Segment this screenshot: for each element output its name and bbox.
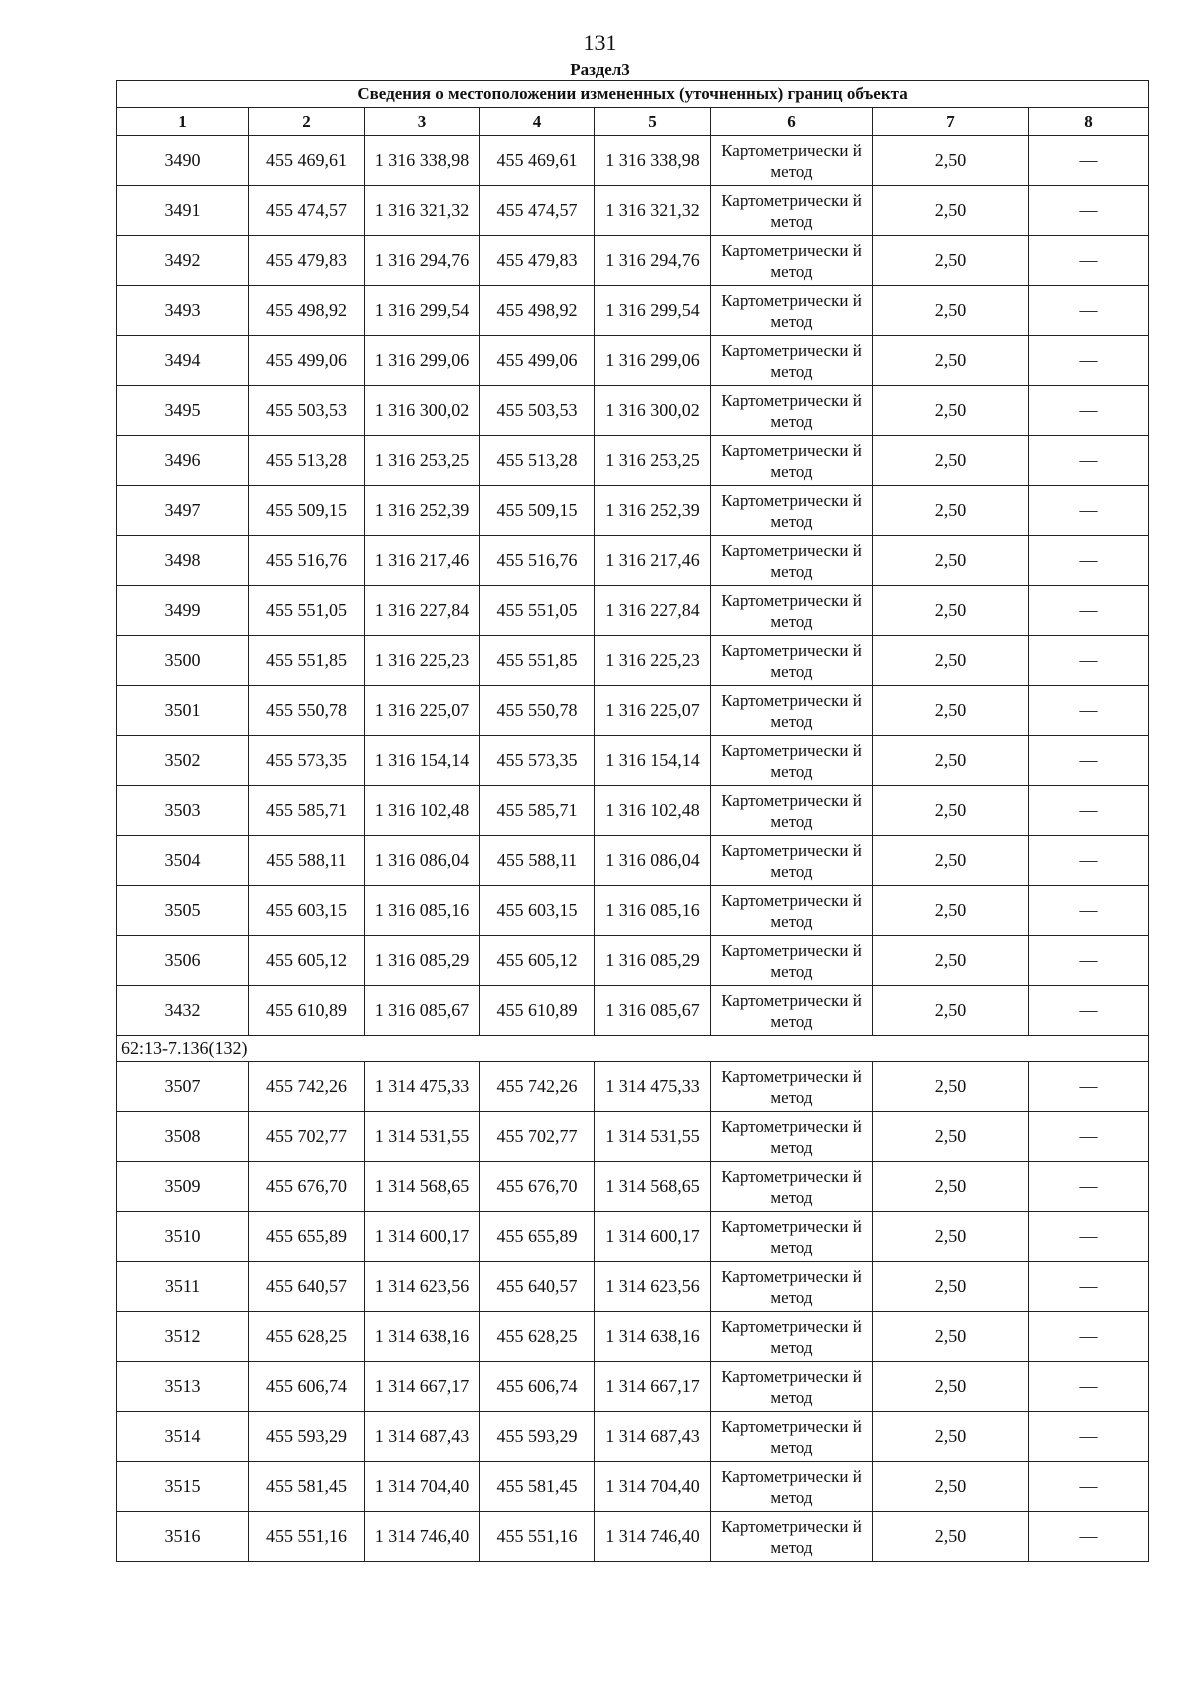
y-coordinate-cell: 1 314 687,43 xyxy=(595,1412,711,1462)
x-coordinate-cell: 455 573,35 xyxy=(249,736,365,786)
table-row xyxy=(117,786,1149,836)
x-coordinate-cell: 455 628,25 xyxy=(249,1312,365,1362)
point-number-cell: 3511 xyxy=(117,1262,249,1312)
description-cell: — xyxy=(1029,686,1149,736)
y-coordinate-cell: 1 316 085,16 xyxy=(595,886,711,936)
y-coordinate-cell: 1 316 253,25 xyxy=(365,436,480,486)
y-coordinate-cell: 1 316 300,02 xyxy=(595,386,711,436)
accuracy-cell: 2,50 xyxy=(873,436,1029,486)
point-number-cell: 3514 xyxy=(117,1412,249,1462)
x-coordinate-cell: 455 655,89 xyxy=(480,1212,595,1262)
table-body xyxy=(117,136,1149,1562)
x-coordinate-cell: 455 479,83 xyxy=(249,236,365,286)
point-number-cell: 3490 xyxy=(117,136,249,186)
page-number: 131 xyxy=(583,30,617,55)
table-row xyxy=(117,586,1149,636)
x-coordinate-cell: 455 551,16 xyxy=(480,1512,595,1562)
table-row xyxy=(117,386,1149,436)
accuracy-cell: 2,50 xyxy=(873,136,1029,186)
table-row xyxy=(117,486,1149,536)
x-coordinate-cell: 455 509,15 xyxy=(249,486,365,536)
x-coordinate-cell: 455 550,78 xyxy=(480,686,595,736)
accuracy-cell: 2,50 xyxy=(873,1112,1029,1162)
x-coordinate-cell: 455 676,70 xyxy=(249,1162,365,1212)
y-coordinate-cell: 1 316 299,54 xyxy=(365,286,480,336)
method-cell: Картометрически й метод xyxy=(711,886,873,936)
point-number-cell: 3492 xyxy=(117,236,249,286)
description-cell: — xyxy=(1029,986,1149,1036)
point-number-cell: 3504 xyxy=(117,836,249,886)
table-row xyxy=(117,236,1149,286)
x-coordinate-cell: 455 469,61 xyxy=(249,136,365,186)
y-coordinate-cell: 1 316 299,06 xyxy=(365,336,480,386)
x-coordinate-cell: 455 702,77 xyxy=(249,1112,365,1162)
method-cell: Картометрически й метод xyxy=(711,1312,873,1362)
x-coordinate-cell: 455 503,53 xyxy=(480,386,595,436)
y-coordinate-cell: 1 316 085,29 xyxy=(365,936,480,986)
table-row xyxy=(117,1262,1149,1312)
method-cell: Картометрически й метод xyxy=(711,1262,873,1312)
y-coordinate-cell: 1 316 294,76 xyxy=(595,236,711,286)
accuracy-cell: 2,50 xyxy=(873,636,1029,686)
y-coordinate-cell: 1 316 321,32 xyxy=(365,186,480,236)
point-number-cell: 3496 xyxy=(117,436,249,486)
y-coordinate-cell: 1 316 227,84 xyxy=(595,586,711,636)
column-header: 1 xyxy=(117,108,249,136)
method-cell: Картометрически й метод xyxy=(711,736,873,786)
table-row xyxy=(117,436,1149,486)
accuracy-cell: 2,50 xyxy=(873,1362,1029,1412)
y-coordinate-cell: 1 314 531,55 xyxy=(365,1112,480,1162)
table-row xyxy=(117,736,1149,786)
description-cell: — xyxy=(1029,1462,1149,1512)
accuracy-cell: 2,50 xyxy=(873,1512,1029,1562)
description-cell: — xyxy=(1029,536,1149,586)
method-cell: Картометрически й метод xyxy=(711,1112,873,1162)
x-coordinate-cell: 455 503,53 xyxy=(249,386,365,436)
column-header: 2 xyxy=(249,108,365,136)
x-coordinate-cell: 455 474,57 xyxy=(249,186,365,236)
y-coordinate-cell: 1 316 217,46 xyxy=(595,536,711,586)
method-cell: Картометрически й метод xyxy=(711,1362,873,1412)
description-cell: — xyxy=(1029,936,1149,986)
x-coordinate-cell: 455 581,45 xyxy=(249,1462,365,1512)
method-cell: Картометрически й метод xyxy=(711,486,873,536)
description-cell: — xyxy=(1029,236,1149,286)
table-row xyxy=(117,1512,1149,1562)
method-cell: Картометрически й метод xyxy=(711,236,873,286)
point-number-cell: 3502 xyxy=(117,736,249,786)
y-coordinate-cell: 1 316 225,23 xyxy=(365,636,480,686)
x-coordinate-cell: 455 603,15 xyxy=(249,886,365,936)
description-cell: — xyxy=(1029,136,1149,186)
y-coordinate-cell: 1 316 225,07 xyxy=(595,686,711,736)
table-row xyxy=(117,1412,1149,1462)
description-cell: — xyxy=(1029,1362,1149,1412)
method-cell: Картометрически й метод xyxy=(711,336,873,386)
x-coordinate-cell: 455 513,28 xyxy=(480,436,595,486)
table-row xyxy=(117,636,1149,686)
table-row xyxy=(117,1062,1149,1112)
point-number-cell: 3503 xyxy=(117,786,249,836)
description-cell: — xyxy=(1029,1262,1149,1312)
x-coordinate-cell: 455 479,83 xyxy=(480,236,595,286)
point-number-cell: 3499 xyxy=(117,586,249,636)
accuracy-cell: 2,50 xyxy=(873,786,1029,836)
point-number-cell: 3505 xyxy=(117,886,249,936)
x-coordinate-cell: 455 640,57 xyxy=(480,1262,595,1312)
y-coordinate-cell: 1 314 746,40 xyxy=(595,1512,711,1562)
y-coordinate-cell: 1 314 638,16 xyxy=(365,1312,480,1362)
y-coordinate-cell: 1 316 217,46 xyxy=(365,536,480,586)
x-coordinate-cell: 455 585,71 xyxy=(249,786,365,836)
x-coordinate-cell: 455 628,25 xyxy=(480,1312,595,1362)
y-coordinate-cell: 1 316 085,29 xyxy=(595,936,711,986)
y-coordinate-cell: 1 316 086,04 xyxy=(365,836,480,886)
x-coordinate-cell: 455 551,05 xyxy=(249,586,365,636)
accuracy-cell: 2,50 xyxy=(873,336,1029,386)
x-coordinate-cell: 455 516,76 xyxy=(480,536,595,586)
accuracy-cell: 2,50 xyxy=(873,586,1029,636)
accuracy-cell: 2,50 xyxy=(873,836,1029,886)
point-number-cell: 3432 xyxy=(117,986,249,1036)
x-coordinate-cell: 455 655,89 xyxy=(249,1212,365,1262)
description-cell: — xyxy=(1029,636,1149,686)
x-coordinate-cell: 455 742,26 xyxy=(480,1062,595,1112)
accuracy-cell: 2,50 xyxy=(873,1412,1029,1462)
accuracy-cell: 2,50 xyxy=(873,186,1029,236)
table-row xyxy=(117,836,1149,886)
y-coordinate-cell: 1 316 299,06 xyxy=(595,336,711,386)
method-cell: Картометрически й метод xyxy=(711,636,873,686)
x-coordinate-cell: 455 593,29 xyxy=(249,1412,365,1462)
y-coordinate-cell: 1 314 638,16 xyxy=(595,1312,711,1362)
x-coordinate-cell: 455 610,89 xyxy=(480,986,595,1036)
method-cell: Картометрически й метод xyxy=(711,1162,873,1212)
x-coordinate-cell: 455 605,12 xyxy=(480,936,595,986)
point-number-cell: 3497 xyxy=(117,486,249,536)
x-coordinate-cell: 455 640,57 xyxy=(249,1262,365,1312)
column-header: 6 xyxy=(711,108,873,136)
point-number-cell: 3513 xyxy=(117,1362,249,1412)
method-cell: Картометрически й метод xyxy=(711,936,873,986)
point-number-cell: 3507 xyxy=(117,1062,249,1112)
y-coordinate-cell: 1 314 600,17 xyxy=(595,1212,711,1262)
method-cell: Картометрически й метод xyxy=(711,1512,873,1562)
x-coordinate-cell: 455 603,15 xyxy=(480,886,595,936)
accuracy-cell: 2,50 xyxy=(873,1062,1029,1112)
point-number-cell: 3515 xyxy=(117,1462,249,1512)
y-coordinate-cell: 1 314 600,17 xyxy=(365,1212,480,1262)
point-number-cell: 3510 xyxy=(117,1212,249,1262)
x-coordinate-cell: 455 499,06 xyxy=(480,336,595,386)
accuracy-cell: 2,50 xyxy=(873,986,1029,1036)
x-coordinate-cell: 455 498,92 xyxy=(480,286,595,336)
description-cell: — xyxy=(1029,1412,1149,1462)
table-row xyxy=(117,286,1149,336)
y-coordinate-cell: 1 316 300,02 xyxy=(365,386,480,436)
y-coordinate-cell: 1 314 623,56 xyxy=(595,1262,711,1312)
method-cell: Картометрически й метод xyxy=(711,836,873,886)
x-coordinate-cell: 455 742,26 xyxy=(249,1062,365,1112)
x-coordinate-cell: 455 551,05 xyxy=(480,586,595,636)
point-number-cell: 3501 xyxy=(117,686,249,736)
accuracy-cell: 2,50 xyxy=(873,1462,1029,1512)
method-cell: Картометрически й метод xyxy=(711,286,873,336)
point-number-cell: 3495 xyxy=(117,386,249,436)
method-cell: Картометрически й метод xyxy=(711,536,873,586)
x-coordinate-cell: 455 551,85 xyxy=(480,636,595,686)
y-coordinate-cell: 1 314 475,33 xyxy=(595,1062,711,1112)
y-coordinate-cell: 1 316 227,84 xyxy=(365,586,480,636)
method-cell: Картометрически й метод xyxy=(711,1412,873,1462)
column-header: 8 xyxy=(1029,108,1149,136)
method-cell: Картометрически й метод xyxy=(711,186,873,236)
method-cell: Картометрически й метод xyxy=(711,386,873,436)
y-coordinate-cell: 1 316 085,67 xyxy=(365,986,480,1036)
description-cell: — xyxy=(1029,886,1149,936)
column-header: 3 xyxy=(365,108,480,136)
method-cell: Картометрически й метод xyxy=(711,1062,873,1112)
y-coordinate-cell: 1 316 154,14 xyxy=(365,736,480,786)
x-coordinate-cell: 455 551,85 xyxy=(249,636,365,686)
table-row xyxy=(117,886,1149,936)
method-cell: Картометрически й метод xyxy=(711,986,873,1036)
point-number-cell: 3494 xyxy=(117,336,249,386)
y-coordinate-cell: 1 314 531,55 xyxy=(595,1112,711,1162)
point-number-cell: 3508 xyxy=(117,1112,249,1162)
description-cell: — xyxy=(1029,386,1149,436)
y-coordinate-cell: 1 314 687,43 xyxy=(365,1412,480,1462)
y-coordinate-cell: 1 316 085,16 xyxy=(365,886,480,936)
y-coordinate-cell: 1 316 299,54 xyxy=(595,286,711,336)
method-cell: Картометрически й метод xyxy=(711,136,873,186)
group-label: 62:13-7.136(132) xyxy=(117,1036,1149,1062)
table-row xyxy=(117,136,1149,186)
y-coordinate-cell: 1 314 746,40 xyxy=(365,1512,480,1562)
x-coordinate-cell: 455 469,61 xyxy=(480,136,595,186)
y-coordinate-cell: 1 316 253,25 xyxy=(595,436,711,486)
y-coordinate-cell: 1 316 252,39 xyxy=(595,486,711,536)
description-cell: — xyxy=(1029,1062,1149,1112)
column-header: 7 xyxy=(873,108,1029,136)
point-number-cell: 3512 xyxy=(117,1312,249,1362)
boundary-coordinates-table xyxy=(116,80,1149,1562)
y-coordinate-cell: 1 316 252,39 xyxy=(365,486,480,536)
table-row xyxy=(117,336,1149,386)
x-coordinate-cell: 455 581,45 xyxy=(480,1462,595,1512)
accuracy-cell: 2,50 xyxy=(873,236,1029,286)
table-row xyxy=(117,1162,1149,1212)
point-number-cell: 3493 xyxy=(117,286,249,336)
y-coordinate-cell: 1 316 294,76 xyxy=(365,236,480,286)
x-coordinate-cell: 455 588,11 xyxy=(480,836,595,886)
y-coordinate-cell: 1 314 704,40 xyxy=(595,1462,711,1512)
y-coordinate-cell: 1 316 225,07 xyxy=(365,686,480,736)
accuracy-cell: 2,50 xyxy=(873,1312,1029,1362)
y-coordinate-cell: 1 316 102,48 xyxy=(595,786,711,836)
x-coordinate-cell: 455 499,06 xyxy=(249,336,365,386)
point-number-cell: 3506 xyxy=(117,936,249,986)
x-coordinate-cell: 455 676,70 xyxy=(480,1162,595,1212)
accuracy-cell: 2,50 xyxy=(873,686,1029,736)
x-coordinate-cell: 455 605,12 xyxy=(249,936,365,986)
description-cell: — xyxy=(1029,436,1149,486)
table-row xyxy=(117,186,1149,236)
method-cell: Картометрически й метод xyxy=(711,586,873,636)
x-coordinate-cell: 455 551,16 xyxy=(249,1512,365,1562)
x-coordinate-cell: 455 498,92 xyxy=(249,286,365,336)
description-cell: — xyxy=(1029,286,1149,336)
y-coordinate-cell: 1 316 225,23 xyxy=(595,636,711,686)
column-header: 4 xyxy=(480,108,595,136)
y-coordinate-cell: 1 314 704,40 xyxy=(365,1462,480,1512)
method-cell: Картометрически й метод xyxy=(711,1462,873,1512)
description-cell: — xyxy=(1029,1512,1149,1562)
method-cell: Картометрически й метод xyxy=(711,1212,873,1262)
description-cell: — xyxy=(1029,1162,1149,1212)
x-coordinate-cell: 455 593,29 xyxy=(480,1412,595,1462)
point-number-cell: 3498 xyxy=(117,536,249,586)
point-number-cell: 3491 xyxy=(117,186,249,236)
x-coordinate-cell: 455 610,89 xyxy=(249,986,365,1036)
accuracy-cell: 2,50 xyxy=(873,1162,1029,1212)
table-row xyxy=(117,1112,1149,1162)
y-coordinate-cell: 1 314 568,65 xyxy=(365,1162,480,1212)
accuracy-cell: 2,50 xyxy=(873,886,1029,936)
description-cell: — xyxy=(1029,1212,1149,1262)
section-title: Раздел3 xyxy=(570,60,630,79)
accuracy-cell: 2,50 xyxy=(873,1262,1029,1312)
point-number-cell: 3516 xyxy=(117,1512,249,1562)
table-row xyxy=(117,1212,1149,1262)
table-row xyxy=(117,1362,1149,1412)
x-coordinate-cell: 455 702,77 xyxy=(480,1112,595,1162)
column-header-row xyxy=(117,108,1149,136)
x-coordinate-cell: 455 606,74 xyxy=(480,1362,595,1412)
y-coordinate-cell: 1 316 338,98 xyxy=(595,136,711,186)
description-cell: — xyxy=(1029,1312,1149,1362)
method-cell: Картометрически й метод xyxy=(711,436,873,486)
point-number-cell: 3509 xyxy=(117,1162,249,1212)
accuracy-cell: 2,50 xyxy=(873,736,1029,786)
y-coordinate-cell: 1 314 568,65 xyxy=(595,1162,711,1212)
x-coordinate-cell: 455 550,78 xyxy=(249,686,365,736)
y-coordinate-cell: 1 316 338,98 xyxy=(365,136,480,186)
accuracy-cell: 2,50 xyxy=(873,936,1029,986)
accuracy-cell: 2,50 xyxy=(873,536,1029,586)
table-row xyxy=(117,1462,1149,1512)
table-row xyxy=(117,986,1149,1036)
accuracy-cell: 2,50 xyxy=(873,486,1029,536)
y-coordinate-cell: 1 316 085,67 xyxy=(595,986,711,1036)
method-cell: Картометрически й метод xyxy=(711,686,873,736)
y-coordinate-cell: 1 316 102,48 xyxy=(365,786,480,836)
y-coordinate-cell: 1 314 667,17 xyxy=(595,1362,711,1412)
y-coordinate-cell: 1 316 154,14 xyxy=(595,736,711,786)
description-cell: — xyxy=(1029,786,1149,836)
column-header: 5 xyxy=(595,108,711,136)
table-title: Сведения о местоположении измененных (уточненных) границ объекта xyxy=(117,81,1149,108)
description-cell: — xyxy=(1029,586,1149,636)
y-coordinate-cell: 1 314 623,56 xyxy=(365,1262,480,1312)
description-cell: — xyxy=(1029,1112,1149,1162)
x-coordinate-cell: 455 474,57 xyxy=(480,186,595,236)
group-row xyxy=(117,1036,1149,1062)
y-coordinate-cell: 1 314 475,33 xyxy=(365,1062,480,1112)
x-coordinate-cell: 455 509,15 xyxy=(480,486,595,536)
x-coordinate-cell: 455 606,74 xyxy=(249,1362,365,1412)
accuracy-cell: 2,50 xyxy=(873,386,1029,436)
x-coordinate-cell: 455 573,35 xyxy=(480,736,595,786)
table-row xyxy=(117,936,1149,986)
y-coordinate-cell: 1 316 321,32 xyxy=(595,186,711,236)
accuracy-cell: 2,50 xyxy=(873,286,1029,336)
method-cell: Картометрически й метод xyxy=(711,786,873,836)
description-cell: — xyxy=(1029,836,1149,886)
table-row xyxy=(117,536,1149,586)
x-coordinate-cell: 455 513,28 xyxy=(249,436,365,486)
x-coordinate-cell: 455 585,71 xyxy=(480,786,595,836)
description-cell: — xyxy=(1029,186,1149,236)
table-row xyxy=(117,1312,1149,1362)
x-coordinate-cell: 455 588,11 xyxy=(249,836,365,886)
description-cell: — xyxy=(1029,336,1149,386)
description-cell: — xyxy=(1029,486,1149,536)
point-number-cell: 3500 xyxy=(117,636,249,686)
y-coordinate-cell: 1 314 667,17 xyxy=(365,1362,480,1412)
accuracy-cell: 2,50 xyxy=(873,1212,1029,1262)
x-coordinate-cell: 455 516,76 xyxy=(249,536,365,586)
description-cell: — xyxy=(1029,736,1149,786)
y-coordinate-cell: 1 316 086,04 xyxy=(595,836,711,886)
table-row xyxy=(117,686,1149,736)
